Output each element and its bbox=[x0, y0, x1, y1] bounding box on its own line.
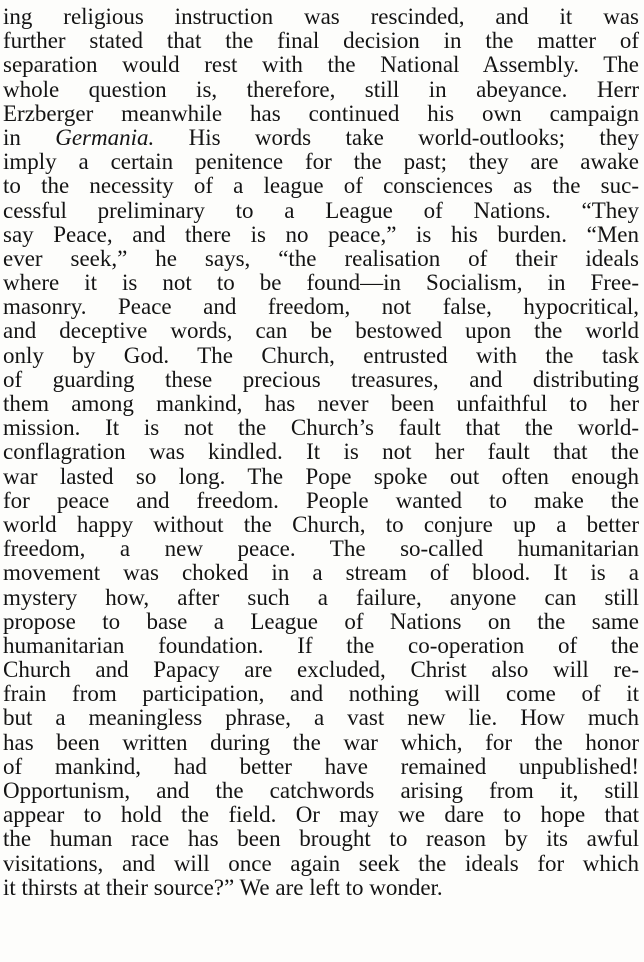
text-line: Church and Papacy are excluded, Christ also will re- bbox=[3, 657, 639, 683]
text-line: propose to base a League of Nations on the same bbox=[3, 608, 639, 634]
text-line: of mankind, had better have remained unpublished! bbox=[3, 753, 639, 779]
text-line: mystery how, after such a failure, anyone can still bbox=[3, 584, 639, 610]
text-line: where it is not to be found—in Socialism, in Free- bbox=[3, 270, 639, 296]
text-line: frain from participation, and nothing will come of it bbox=[3, 681, 639, 707]
text-line: of guarding these precious treasures, and distributing bbox=[3, 366, 639, 392]
text-line: Opportunism, and the catchwords arising from it, still bbox=[3, 778, 639, 803]
text-line: but a meaningless phrase, a vast new lie. How much bbox=[3, 705, 639, 731]
text-line: conflagration was kindled. It is not her fault that the bbox=[3, 439, 639, 465]
text-line: the human race has been brought to reason by its awful bbox=[3, 826, 639, 852]
text-line: mission. It is not the Church’s fault that the world- bbox=[3, 415, 639, 441]
text-line: appear to hold the field. Or may we dare to hope that bbox=[3, 802, 639, 828]
text-line: separation would rest with the National Assembly. The bbox=[3, 52, 639, 78]
text-line: Erzberger meanwhile has continued his own campaign bbox=[3, 100, 639, 126]
text-line: imply a certain penitence for the past; they are awake bbox=[3, 149, 639, 175]
text-line: to the necessity of a league of consciences as the suc- bbox=[3, 173, 639, 199]
text-line: further stated that the final decision in the matter of bbox=[3, 28, 639, 54]
text-line-with-title bbox=[3, 126, 639, 150]
text-line: freedom, a new peace. The so-called humanitarian bbox=[3, 536, 639, 562]
line-lead: in bbox=[3, 124, 56, 150]
text-line: whole question is, therefore, still in abeyance. Herr bbox=[3, 76, 639, 102]
text-line: world happy without the Church, to conjure up a better bbox=[3, 511, 639, 537]
line-rest: His words take world-outlooks; they bbox=[154, 124, 639, 150]
text-column bbox=[3, 5, 639, 900]
text-line: masonry. Peace and freedom, not false, hypocritical, bbox=[3, 294, 639, 320]
periodical-title: Germania. bbox=[55, 124, 155, 150]
text-line: cessful preliminary to a League of Nations. “They bbox=[3, 197, 639, 223]
text-line: ever seek,” he says, “the realisation of their ideals bbox=[3, 245, 639, 271]
text-line: has been written during the war which, for the honor bbox=[3, 729, 639, 755]
text-line: visitations, and will once again seek the ideals for which bbox=[3, 850, 639, 876]
text-line: war lasted so long. The Pope spoke out often enough bbox=[3, 463, 639, 489]
text-line-final: it thirsts at their source?” We are left to wonder. bbox=[3, 874, 443, 900]
text-line: for peace and freedom. People wanted to make the bbox=[3, 487, 639, 513]
text-line: movement was choked in a stream of blood. It is a bbox=[3, 560, 639, 586]
text-line: ing religious instruction was rescinded, and it was bbox=[3, 4, 639, 29]
text-line: them among mankind, has never been unfaithful to her bbox=[3, 391, 639, 416]
text-line: humanitarian foundation. If the co-operation of the bbox=[3, 632, 639, 658]
text-line: and deceptive words, can be bestowed upon the world bbox=[3, 318, 639, 344]
text-line: only by God. The Church, entrusted with the task bbox=[3, 342, 639, 368]
text-line: say Peace, and there is no peace,” is his burden. “Men bbox=[3, 221, 639, 247]
